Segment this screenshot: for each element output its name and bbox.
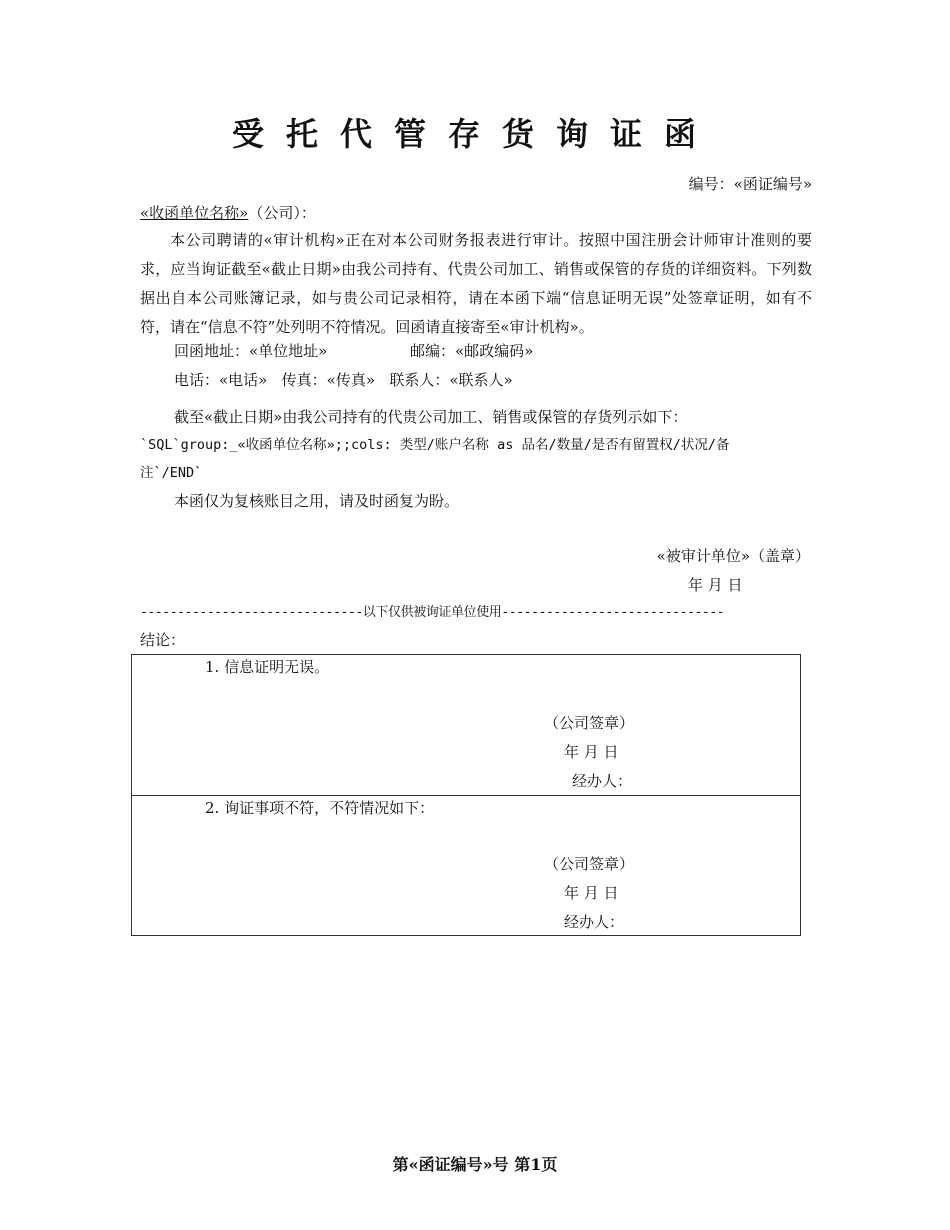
handler-1: 经办人： bbox=[572, 772, 633, 790]
conclusion-item-1: 1. 信息证明无误。 bbox=[205, 658, 330, 676]
return-address: 回函地址：«单位地址» bbox=[174, 342, 328, 360]
company-seal-2: （公司签章） bbox=[544, 855, 635, 873]
seal-date-1: 年 月 日 bbox=[564, 743, 619, 761]
signature-date: 年 月 日 bbox=[688, 576, 743, 594]
sql-placeholder-line-2: 注`/END` bbox=[140, 465, 203, 481]
body-paragraph-2: 截至«截止日期»由我公司持有的代贵公司加工、销售或保管的存货列示如下： bbox=[174, 408, 688, 426]
audited-unit-seal: «被审计单位»（盖章） bbox=[656, 547, 810, 565]
handler-2: 经办人： bbox=[564, 913, 625, 931]
recipient-name: «收函单位名称» bbox=[140, 204, 249, 222]
body-paragraph-3: 本函仅为复核账目之用，请及时函复为盼。 bbox=[174, 492, 460, 510]
body-paragraph-1: 本公司聘请的«审计机构»正在对本公司财务报表进行审计。按照中国注册会计师审计准则的要求，应当询证截至«截止日期»由我公司持有、代贵公司加工、销售或保管的存货的详细资料。下列数据出自本公司账簿记录，如与贵公司记录相符，请在本函下端“信息证明无误”处签章证明，如有不符，请在“信息不符”处列明不符情况。回函请直接寄至«审计机构»。 bbox=[140, 231, 812, 336]
contact-person: 联系人：«联系人» bbox=[389, 371, 513, 389]
recipient-suffix: （公司）： bbox=[248, 204, 316, 222]
page-footer: 第«函证编号»号 第1页 bbox=[392, 1155, 558, 1174]
conclusion-box-mismatch bbox=[131, 795, 801, 936]
seal-date-2: 年 月 日 bbox=[564, 884, 619, 902]
conclusion-item-2: 2. 询证事项不符，不符情况如下： bbox=[205, 799, 435, 817]
company-seal-1: （公司签章） bbox=[544, 714, 635, 732]
postcode: 邮编：«邮政编码» bbox=[410, 342, 534, 360]
fax: 传真：«传真» bbox=[281, 371, 376, 389]
conclusion-box-confirmed bbox=[131, 654, 801, 796]
conclusion-label: 结论： bbox=[140, 631, 186, 649]
contact-line bbox=[174, 366, 513, 395]
sql-placeholder-line-1: `SQL`group:_«收函单位名称»;;cols: 类型/账户名称 as 品名/数量/是否有留置权/状况/备 bbox=[140, 437, 730, 453]
letter-number: 编号：«函证编号» bbox=[688, 175, 812, 193]
recipient-line bbox=[140, 199, 316, 228]
section-divider: ------------------------------以下仅供被询证单位使用------------------------------ bbox=[140, 605, 725, 620]
document-title: 受托代管存货询证函 bbox=[231, 115, 718, 153]
phone: 电话：«电话» bbox=[174, 371, 268, 389]
